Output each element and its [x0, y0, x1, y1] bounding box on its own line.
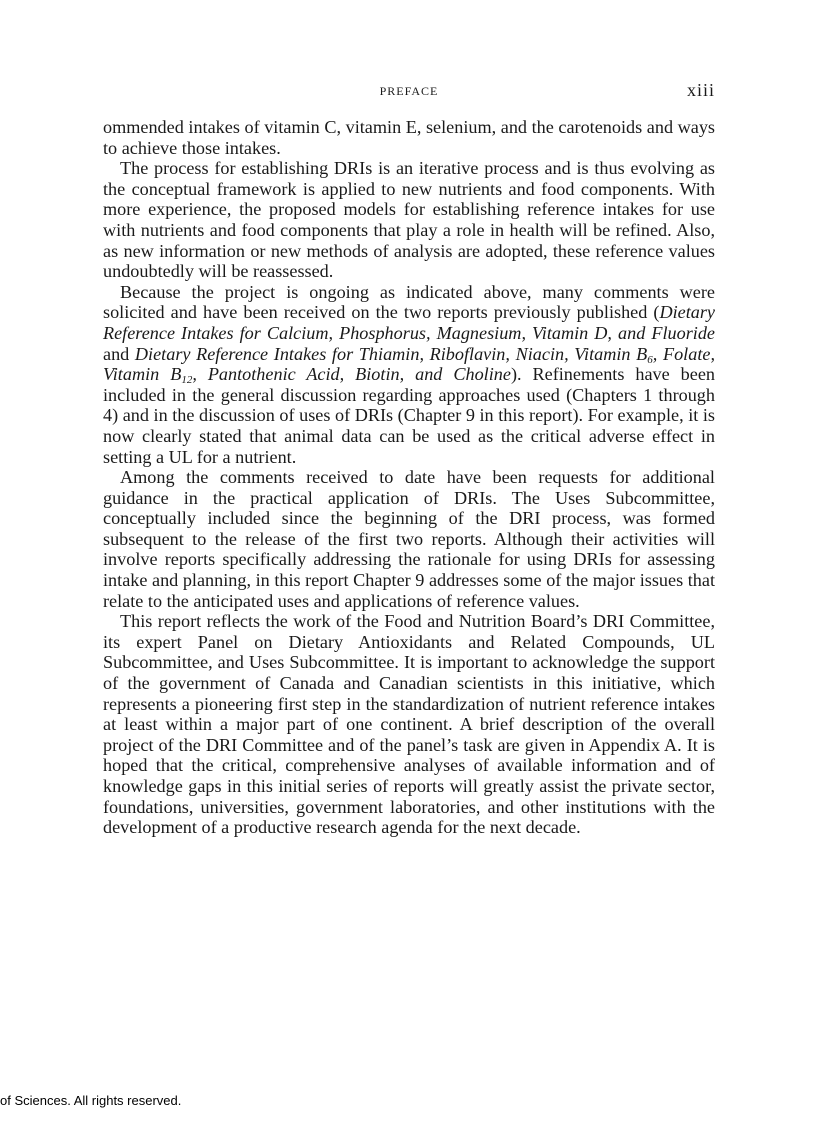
copyright-footer: of Sciences. All rights reserved. [0, 1093, 182, 1108]
body-text [103, 117, 715, 838]
paragraph-3-lead: Because the project is ongoing as indicated above, many comments were solicited and have been received on the two reports previously published ( [103, 281, 715, 323]
running-title: PREFACE [379, 84, 439, 98]
subscript-12: 12 [181, 374, 193, 387]
paragraph-3 [103, 282, 715, 467]
paragraph-3-join: and [103, 343, 135, 364]
subscript-6: 6 [647, 353, 653, 366]
report-title-thiamin-part-b: , Folate, Vitamin B [103, 343, 715, 385]
report-title-calcium: Dietary Reference Intakes for Calcium, Phosphorus, Magnesium, Vitamin D, and Fluoride [103, 302, 715, 343]
paragraph-4: Among the comments received to date have been requests for additional guidance in the practical application of DRIs. The Uses Subcommittee, conceptually included since the beginning of the DRI process, was formed subsequent to the release of the first two reports. Although their activities will involve reports specifically addressing the rationale for using DRIs for assessing intake and planning, in this report Chapter 9 addresses some of the major issues that relate to the anticipated uses and applications of reference values. [103, 467, 715, 611]
paragraph-2: The process for establishing DRIs is an iterative process and is thus evolving as the conceptual framework is applied to new nutrients and food components. With more experience, the proposed models for establishing reference intakes for use with nutrients and food components that play a role in health will be refined. Also, as new information or new methods of analysis are adopted, these reference values undoubtedly will be reassessed. [103, 158, 715, 282]
report-title-thiamin-part-c: , Pantothenic Acid, Biotin, and Choline [192, 364, 511, 385]
running-header [103, 80, 715, 102]
report-title-thiamin-part-a: Dietary Reference Intakes for Thiamin, Riboflavin, Niacin, Vitamin B [134, 343, 648, 364]
paragraph-3-tail: ). Refinements have been included in the general discussion regarding approaches used (Chapters 1 through 4) and in the discussion of uses of DRIs (Chapter 9 in this report). For example, it is now clearly stated that animal data can be used as the critical adverse effect in setting a UL for a nutrient. [103, 364, 715, 467]
paragraph-5: This report reflects the work of the Food and Nutrition Board’s DRI Committee, its expert Panel on Dietary Antioxidants and Related Compounds, UL Subcommittee, and Uses Subcommittee. It is important to acknowledge the support of the government of Canada and Canadian scientists in this initiative, which represents a pioneering first step in the standardization of nutrient reference intakes at least within a major part of one continent. A brief description of the overall project of the DRI Committee and of the panel’s task are given in Appendix A. It is hoped that the critical, comprehensive analyses of available information and of knowledge gaps in this initial series of reports will greatly assist the private sector, foundations, universities, government laboratories, and other institutions with the development of a productive research agenda for the next decade. [103, 611, 715, 838]
paragraph-1: ommended intakes of vitamin C, vitamin E, selenium, and the carotenoids and ways to achieve those intakes. [103, 117, 715, 158]
page-number: xiii [686, 80, 715, 100]
